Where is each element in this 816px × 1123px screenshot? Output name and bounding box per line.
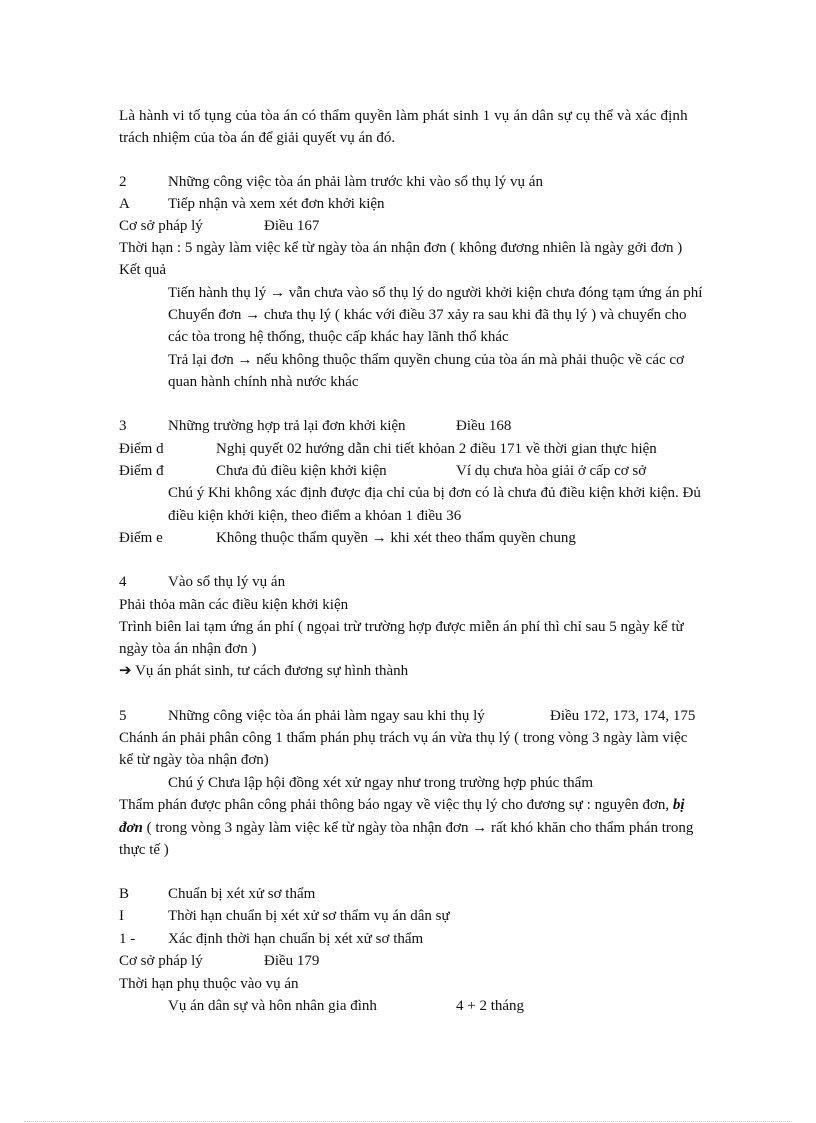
section-4-line-3-text: Vụ án phát sinh, tư cách đương sự hình thành bbox=[135, 663, 409, 679]
section-5-line-1b: kể từ ngày tòa nhận đơn) bbox=[119, 752, 269, 768]
section-5-number: 5 bbox=[119, 708, 127, 724]
part-b-title: Chuẩn bị xét xử sơ thẩm bbox=[168, 886, 316, 902]
result-item-3a: Trả lại đơn → nếu không thuộc thẩm quyền chung của tòa án mà phải thuộc về các cơ bbox=[168, 352, 684, 368]
point-d-text: Nghị quyết 02 hướng dẫn chi tiết khỏan 2 điều 171 về thời gian thực hiện bbox=[216, 441, 657, 457]
arrow-icon: ➔ bbox=[119, 663, 132, 679]
section-4-line-1: Phải thỏa mãn các điều kiện khởi kiện bbox=[119, 597, 349, 613]
section-5-line-2a bbox=[119, 795, 685, 815]
intro-line-1: Là hành vi tố tụng của tòa án có thẩm quyền làm phát sinh 1 vụ án dân sự cụ thể và xác định bbox=[119, 108, 688, 124]
section-5-line-2b-text: ( trong vòng 3 ngày làm việc kể từ ngày tòa nhận đơn → rất khó khăn cho thẩm phán trong bbox=[142, 820, 694, 836]
section-5-line-2b bbox=[119, 818, 693, 838]
point-dd-note-a: Chú ý Khi không xác định được địa chỉ của bị đơn có là chưa đủ điều kiện khởi kiện. Đủ bbox=[168, 485, 701, 501]
point-dd-text: Chưa đủ điều kiện khởi kiện bbox=[216, 463, 387, 479]
section-4-line-2b: ngày tòa án nhận đơn ) bbox=[119, 641, 257, 657]
section-5-line-2c: thực tế ) bbox=[119, 842, 169, 858]
section-5-line-1a: Chánh án phải phân công 1 thẩm phán phụ trách vụ án vừa thụ lý ( trong vòng 3 ngày làm việc bbox=[119, 730, 688, 746]
part-b-number: B bbox=[119, 886, 130, 902]
section-5-line-2a-text: Thẩm phán được phân công phải thông báo ngay về việc thụ lý cho đương sự : nguyên đơn, bbox=[119, 797, 673, 813]
emphasis-bi: bị bbox=[672, 797, 685, 813]
section-5-reference: Điều 172, 173, 174, 175 bbox=[550, 708, 696, 724]
part-i-title: Thời hạn chuẩn bị xét xử sơ thẩm vụ án dân sự bbox=[168, 908, 450, 924]
section-3-reference: Điều 168 bbox=[456, 418, 512, 434]
section-5-title: Những công việc tòa án phải làm ngay sau khi thụ lý bbox=[168, 708, 485, 724]
point-dd-label: Điểm đ bbox=[119, 463, 164, 479]
emphasis-don: đơn bbox=[119, 820, 143, 836]
section-4-title: Vào sổ thụ lý vụ án bbox=[168, 574, 286, 590]
section-2-number: 2 bbox=[119, 174, 127, 190]
item-1-number: 1 - bbox=[119, 931, 136, 947]
part-i-number: I bbox=[119, 908, 124, 924]
section-3-number: 3 bbox=[119, 418, 127, 434]
item-1-legal-label: Cơ sở pháp lý bbox=[119, 953, 203, 969]
subsection-a-title: Tiếp nhận và xem xét đơn khởi kiện bbox=[168, 196, 385, 212]
legal-basis-value: Điều 167 bbox=[264, 218, 320, 234]
deadline-text: Thời hạn : 5 ngày làm việc kể từ ngày tòa án nhận đơn ( không đương nhiên là ngày gởi đơn ) bbox=[119, 240, 683, 256]
legal-basis-label: Cơ sở pháp lý bbox=[119, 218, 203, 234]
page-footer-divider bbox=[24, 1121, 792, 1122]
subsection-a-number: A bbox=[119, 196, 130, 212]
item-1-case-value: 4 + 2 tháng bbox=[456, 998, 525, 1014]
item-1-depend: Thời hạn phụ thuộc vào vụ án bbox=[119, 976, 299, 992]
section-4-number: 4 bbox=[119, 574, 127, 590]
item-1-legal-value: Điều 179 bbox=[264, 953, 320, 969]
intro-line-2: trách nhiệm của tòa án để giải quyết vụ án đó. bbox=[119, 130, 396, 146]
section-4-line-3 bbox=[119, 661, 408, 681]
point-dd-note-b: điều kiện khởi kiện, theo điểm a khỏan 1 điều 36 bbox=[168, 508, 462, 524]
result-label: Kết quả bbox=[119, 262, 167, 278]
point-d-label: Điểm d bbox=[119, 441, 164, 457]
item-1-title: Xác định thời hạn chuẩn bị xét xử sơ thẩm bbox=[168, 931, 424, 947]
result-item-2a: Chuyển đơn → chưa thụ lý ( khác với điều 37 xảy ra sau khi đã thụ lý ) và chuyển cho bbox=[168, 307, 687, 323]
item-1-case: Vụ án dân sự và hôn nhân gia đình bbox=[168, 998, 377, 1014]
section-2-title: Những công việc tòa án phải làm trước khi vào sổ thụ lý vụ án bbox=[168, 174, 543, 190]
point-e-text: Không thuộc thẩm quyền → khi xét theo thẩm quyền chung bbox=[216, 530, 576, 546]
point-dd-example: Ví dụ chưa hòa giải ở cấp cơ sở bbox=[456, 463, 647, 479]
result-item-3b: quan hành chính nhà nước khác bbox=[168, 374, 359, 390]
section-5-note: Chú ý Chưa lập hội đồng xét xử ngay như trong trường hợp phúc thẩm bbox=[168, 775, 594, 791]
result-item-1: Tiến hành thụ lý → vẫn chưa vào sổ thụ lý do người khởi kiện chưa đóng tạm ứng án phí bbox=[168, 285, 703, 301]
point-e-label: Điểm e bbox=[119, 530, 163, 546]
section-3-title: Những trường hợp trả lại đơn khởi kiện bbox=[168, 418, 406, 434]
section-4-line-2a: Trình biên lai tạm ứng án phí ( ngọai trừ trường hợp được miễn án phí thì chỉ sau 5 ngày kể từ bbox=[119, 619, 684, 635]
result-item-2b: các tòa trong hệ thống, thuộc cấp khác hay lãnh thổ khác bbox=[168, 329, 509, 345]
